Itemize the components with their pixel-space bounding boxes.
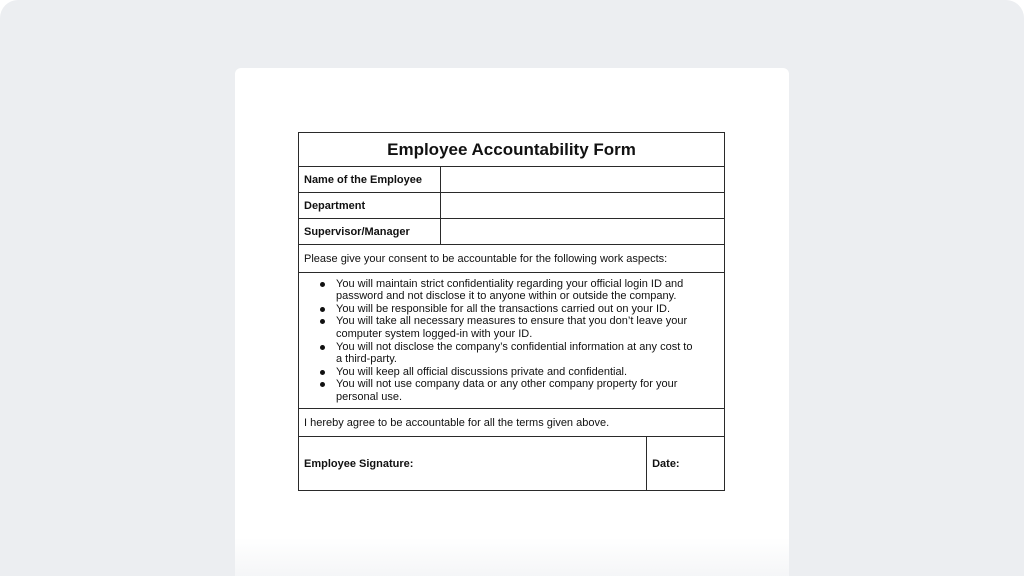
term-text: You will not disclose the company’s confidential information at any cost to a third-party. [336, 340, 693, 366]
term-text: You will keep all official discussions private and confidential. [336, 365, 628, 378]
bullet-icon [320, 307, 325, 312]
department-field[interactable] [441, 193, 725, 219]
term-item [336, 378, 719, 403]
term-text: You will maintain strict confidentiality regarding your official login ID and password and not disclose it to anyone within or outside the company. [336, 277, 684, 303]
field-row-employee-name [299, 167, 725, 193]
term-text: You will not use company data or any other company property for your personal use. [336, 378, 678, 403]
term-item [336, 341, 719, 366]
agreement-statement: I hereby agree to be accountable for all the terms given above. [299, 409, 725, 437]
term-text: You will take all necessary measures to ensure that you don’t leave your computer system logged-in with your ID. [336, 315, 688, 340]
bullet-icon [320, 382, 325, 387]
terms-list [304, 278, 719, 404]
term-item [336, 366, 719, 379]
term-item [336, 303, 719, 316]
employee-signature-field[interactable]: Employee Signature: [299, 437, 647, 491]
term-text: You will be responsible for all the transactions carried out on your ID. [336, 302, 671, 315]
field-row-supervisor [299, 219, 725, 245]
field-label-employee-name: Name of the Employee [299, 167, 441, 193]
supervisor-field[interactable] [441, 219, 725, 245]
date-field[interactable]: Date: [647, 437, 725, 491]
term-item [336, 315, 719, 340]
bullet-icon [320, 319, 325, 324]
consent-prompt: Please give your consent to be accountable for the following work aspects: [299, 245, 725, 273]
bullet-icon [320, 370, 325, 375]
employee-name-field[interactable] [441, 167, 725, 193]
form-title: Employee Accountability Form [299, 133, 725, 167]
field-label-supervisor: Supervisor/Manager [299, 219, 441, 245]
bullet-icon [320, 282, 325, 287]
terms-cell [299, 273, 725, 409]
accountability-form [298, 132, 725, 491]
term-item [336, 278, 719, 303]
field-label-department: Department [299, 193, 441, 219]
bullet-icon [320, 345, 325, 350]
field-row-department [299, 193, 725, 219]
